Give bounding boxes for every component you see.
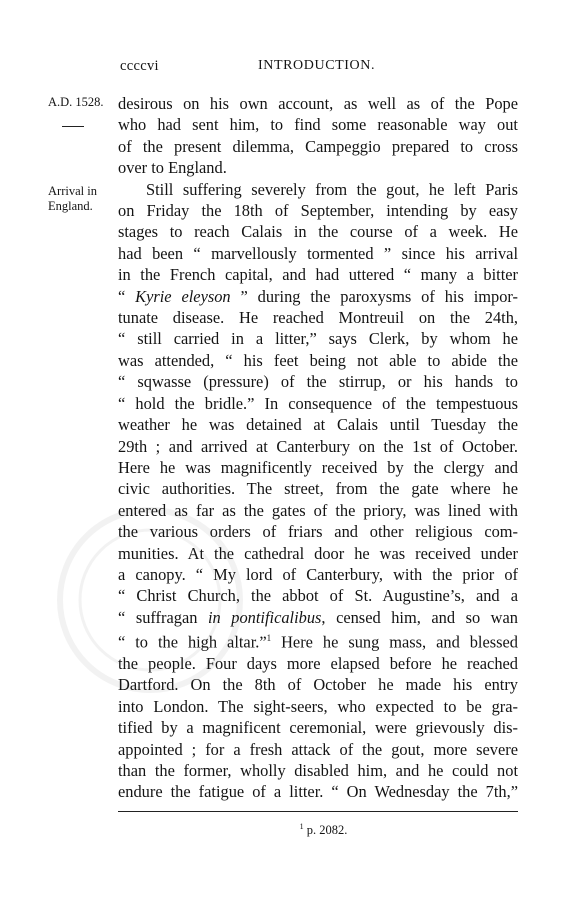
text-line: Dartford. On the 8th of October he made his entry [118,675,518,695]
page-number: ccccvi [120,58,159,74]
text-line: over to England. [118,158,227,178]
text-line: Here he was magnificently received by the clergy and [118,457,518,477]
text-run: “ [118,286,136,306]
footnote-ref: 1 [266,633,272,644]
text-line: tified by a magnificent ceremonial, were grievously dis- [118,718,518,738]
text-line: civic authorities. The street, from the gate where he [118,479,518,499]
text-run: ” during the paroxysms of his impor- [230,286,518,306]
margin-note-date: A.D. 1528. [48,95,104,109]
text-line: had been “ marvellously tormented ” since his arrival [118,243,518,263]
text-line: weather he was detained at Calais until Tuesday the [118,415,518,435]
text-run: Here he sung mass, and blessed [271,632,518,652]
text-line: Still suffering severely from the gout, he left Paris [146,179,518,199]
text-line: of the present dilemma, Campeggio prepared to cross [118,136,518,156]
text-line: munities. At the cathedral door he was received under [118,543,518,563]
text-line: who had sent him, to find some reasonable way out [118,115,518,135]
footnote [0,822,567,838]
margin-note-arrival-line2: England. [48,199,93,213]
running-title: INTRODUCTION. [258,58,376,73]
text-line: 29th ; and arrived at Canterbury on the 1st of October. [118,436,518,456]
margin-note-arrival [48,184,97,214]
text-line: was attended, “ his feet being not able to abide the [118,350,518,370]
text-run: “ to the high altar.” [118,632,267,652]
text-line [118,607,518,628]
running-header [0,58,567,80]
text-line: endure the fatigue of a litter. “ On Wednesday the 7th,” [118,782,518,802]
body-text [118,93,518,803]
italic-run: in pontificalibus [207,607,322,627]
text-run: , censed him, and so wan [321,607,518,627]
text-line: entered as far as the gates of the priory, was lined with [118,500,518,520]
text-line: “ Christ Church, the abbot of St. Augustine’s, and a [118,586,518,606]
text-line: appointed ; for a fresh attack of the gout, more severe [118,739,518,759]
text-line: “ still carried in a litter,” says Clerk, by whom he [118,329,518,349]
text-line: a canopy. “ My lord of Canterbury, with the prior of [118,564,518,584]
text-line: on Friday the 18th of September, intending by easy [118,201,518,221]
footnote-text: p. 2082. [303,823,348,838]
footnote-rule [118,811,518,812]
text-line [118,628,518,653]
text-line: the various orders of friars and other religious com- [118,522,518,542]
text-run: “ suffragan [118,607,208,627]
text-line: stages to reach Calais in the course of a week. He [118,222,518,242]
text-line: the people. Four days more elapsed before he reached [118,654,518,674]
margin-note-arrival-line1: Arrival in [48,184,97,198]
margin-note-dash [62,126,84,127]
text-line: tunate disease. He reached Montreuil on the 24th, [118,308,518,328]
text-line: “ sqwasse (pressure) of the stirrup, or his hands to [118,372,518,392]
text-line [118,286,518,307]
italic-run: Kyrie eleyson [135,286,231,306]
text-line: than the former, wholly disabled him, and he could not [118,761,518,781]
text-line: desirous on his own account, as well as of the Pope [118,94,518,113]
text-line: “ hold the bridle.” In consequence of the tempestuous [118,393,518,413]
footnote-marker: 1 [299,822,304,831]
text-line: in the French capital, and had uttered “ many a bitter [118,265,518,285]
text-line: into London. The sight-seers, who expected to be gra- [118,696,518,716]
